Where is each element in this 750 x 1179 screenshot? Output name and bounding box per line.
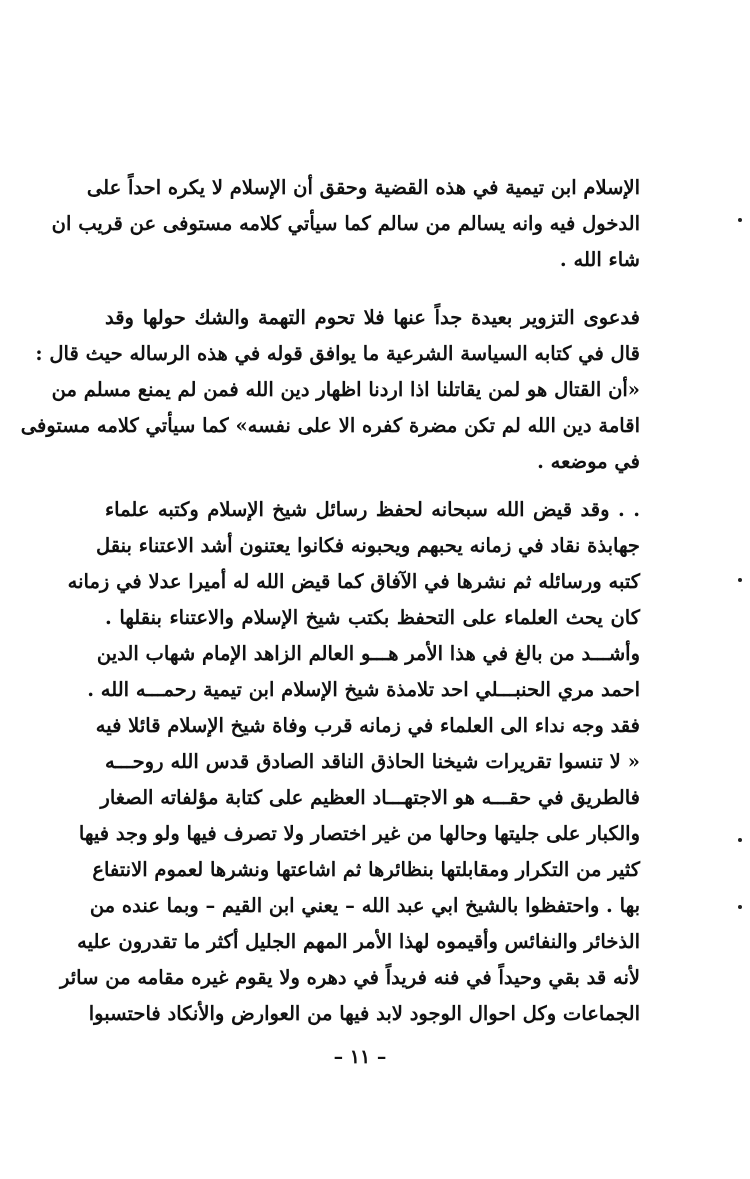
text-line: الذخائر والنفائس وأقيموه لهذا الأمر المهم الجليل أكثر ما تقدرون عليه <box>77 930 640 953</box>
text-line: اقامة دين الله لم تكن مضرة كفره الا على نفسه» كما سيأتي كلامه مستوفى <box>20 414 640 437</box>
scan-speck <box>738 838 742 842</box>
paragraph-3 <box>59 492 640 1032</box>
text-line: الإسلام ابن تيمية في هذه القضية وحقق أن الإسلام لا يكره احداً على <box>86 176 640 199</box>
text-line: بها . واحتفظوا بالشيخ ابي عبد الله – يعني ابن القيم – وبما عنده من <box>89 894 640 917</box>
text-line: والكبار على جليتها وحالها من غير اختصار ولا تصرف فيها ولو وجد فيها <box>78 822 640 845</box>
text-line: شاء الله . <box>559 248 640 271</box>
text-line: احمد مري الحنبـــلي احد تلامذة شيخ الإسلام ابن تيمية رحمـــه الله . <box>87 678 640 701</box>
text-line: فقد وجه نداء الى العلماء في زمانه قرب وفاة شيخ الإسلام قائلا فيه <box>95 714 640 737</box>
paragraph-1 <box>51 170 640 278</box>
text-line: فالطريق في حقـــه هو الاجتهـــاد العظيم على كتابة مؤلفاته الصغار <box>100 786 640 809</box>
scan-speck <box>738 578 742 582</box>
text-line: « لا تنسوا تقريرات شيخنا الحاذق الناقد الصادق قدس الله روحـــه <box>105 750 640 773</box>
scan-speck <box>738 218 742 222</box>
text-line: لأنه قد بقي وحيداً في فنه فريداً في دهره ولا يقوم غيره مقامه من سائر <box>59 966 640 989</box>
text-line: كان يحث العلماء على التحفظ بكتب شيخ الإسلام والاعتناء بنقلها . <box>105 606 640 629</box>
text-line: قال في كتابه السياسة الشرعية ما يوافق قوله في هذه الرساله حيث قال : <box>35 342 640 365</box>
text-line: فدعوى التزوير بعيدة جداً عنها فلا تحوم التهمة والشك حولها وقد <box>105 306 640 329</box>
page-number: – ١١ – <box>333 1046 387 1068</box>
paragraph-2 <box>20 300 640 480</box>
text-line: الجماعات وكل احوال الوجود لابد فيها من العوارض والأنكاد فاحتسبوا <box>88 1002 640 1025</box>
text-line: في موضعه . <box>537 450 640 473</box>
text-line: «أن القتال هو لمن يقاتلنا اذا اردنا اظهار دين الله فمن لم يمنع مسلم من <box>51 378 640 401</box>
text-line: وأشـــد من بالغ في هذا الأمر هـــو العالم الزاهد الإمام شهاب الدين <box>96 642 640 665</box>
text-line: الدخول فيه وانه يسالم من سالم كما سيأتي كلامه مستوفى عن قريب ان <box>51 212 640 235</box>
text-line: كثير من التكرار ومقابلتها بنظائرها ثم اشاعتها ونشرها لعموم الانتفاع <box>92 858 640 881</box>
text-line: جهابذة نقاد في زمانه يحبهم ويحبونه فكانوا يعتنون أشد الاعتناء بنقل <box>95 534 640 557</box>
scan-speck <box>738 905 742 909</box>
text-line: . . وقد قيض الله سبحانه لحفظ رسائل شيخ الإسلام وكتبه علماء <box>105 498 640 521</box>
text-line: كتبه ورسائله ثم نشرها في الآفاق كما قيض الله له أميرا عدلا في زمانه <box>67 570 640 593</box>
